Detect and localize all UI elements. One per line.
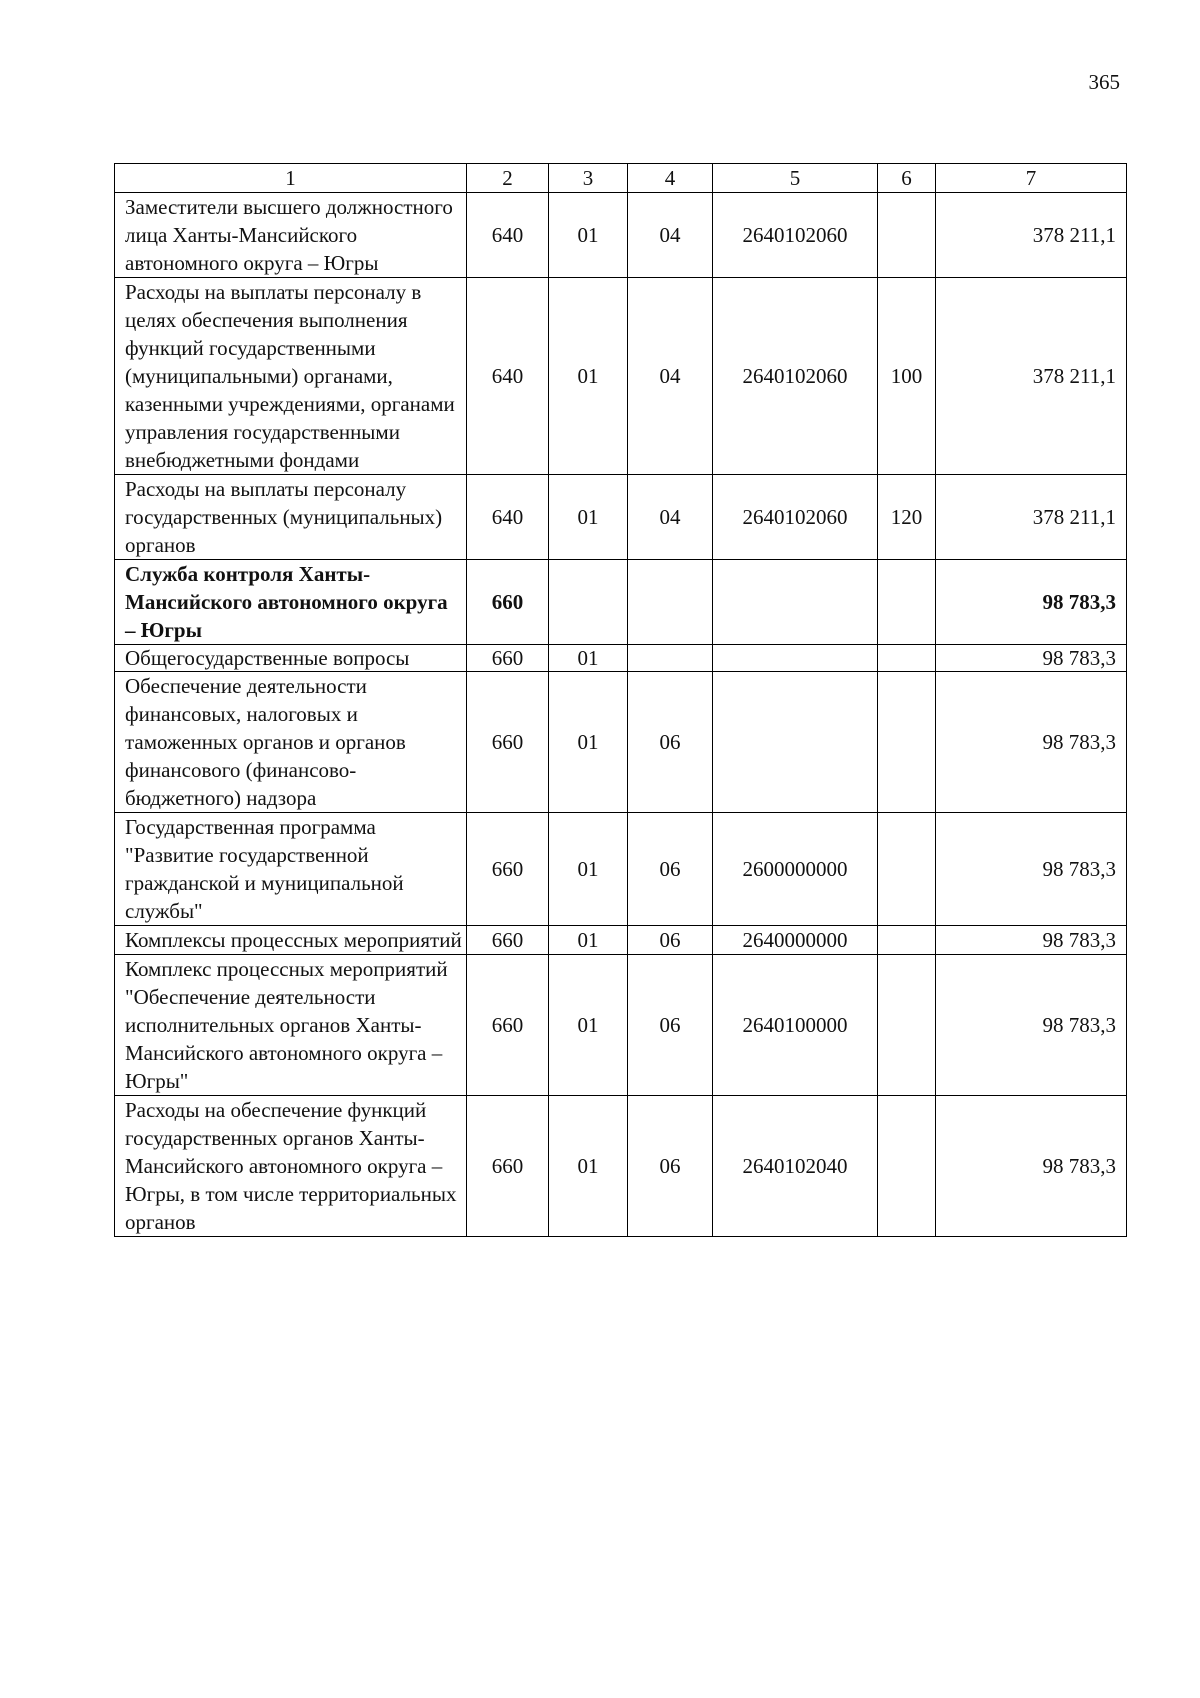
- row-name-cell: Государственная программа "Развитие государственной гражданской и муниципальной службы": [115, 813, 467, 926]
- row-amount-cell: 98 783,3: [936, 1096, 1127, 1237]
- row-code-cell: 660: [467, 813, 549, 926]
- row-subsection-cell: 04: [628, 475, 713, 560]
- table-row: [115, 926, 1127, 955]
- table-body: [115, 164, 1127, 1237]
- header-cell: 6: [878, 164, 936, 193]
- row-expense-type-cell: [878, 193, 936, 278]
- table-row: [115, 672, 1127, 813]
- row-name-cell: Расходы на выплаты персоналу государственных (муниципальных) органов: [115, 475, 467, 560]
- row-subsection-cell: 06: [628, 813, 713, 926]
- row-subsection-cell: [628, 645, 713, 672]
- row-subsection-cell: 06: [628, 955, 713, 1096]
- row-section-cell: 01: [549, 926, 628, 955]
- row-amount-cell: 98 783,3: [936, 560, 1127, 645]
- header-cell: 2: [467, 164, 549, 193]
- row-section-cell: [549, 560, 628, 645]
- row-subsection-cell: 06: [628, 1096, 713, 1237]
- row-name-cell: Заместители высшего должностного лица Ханты-Мансийского автономного округа – Югры: [115, 193, 467, 278]
- row-amount-cell: 378 211,1: [936, 193, 1127, 278]
- row-code-cell: 660: [467, 955, 549, 1096]
- row-name-cell: Общегосударственные вопросы: [115, 645, 467, 672]
- row-target-article-cell: 2640102060: [713, 475, 878, 560]
- row-section-cell: 01: [549, 1096, 628, 1237]
- row-amount-cell: 98 783,3: [936, 813, 1127, 926]
- table-row: [115, 813, 1127, 926]
- row-expense-type-cell: [878, 813, 936, 926]
- page-number: 365: [1088, 70, 1120, 94]
- table-row: [115, 560, 1127, 645]
- row-expense-type-cell: [878, 645, 936, 672]
- row-code-cell: 660: [467, 672, 549, 813]
- row-amount-cell: 378 211,1: [936, 278, 1127, 475]
- row-target-article-cell: 2600000000: [713, 813, 878, 926]
- row-section-cell: 01: [549, 475, 628, 560]
- row-expense-type-cell: [878, 955, 936, 1096]
- budget-table: [114, 163, 1127, 1237]
- table-header-row: [115, 164, 1127, 193]
- header-cell: 1: [115, 164, 467, 193]
- row-section-cell: 01: [549, 672, 628, 813]
- row-name-cell: Комплекс процессных мероприятий "Обеспечение деятельности исполнительных органов Ханты-Мансийского автономного округа – Югры": [115, 955, 467, 1096]
- table-row: [115, 193, 1127, 278]
- header-cell: 4: [628, 164, 713, 193]
- row-code-cell: 660: [467, 645, 549, 672]
- header-cell: 5: [713, 164, 878, 193]
- header-cell: 3: [549, 164, 628, 193]
- row-code-cell: 660: [467, 1096, 549, 1237]
- row-name-cell: Служба контроля Ханты-Мансийского автономного округа – Югры: [115, 560, 467, 645]
- row-amount-cell: 98 783,3: [936, 955, 1127, 1096]
- row-expense-type-cell: [878, 672, 936, 813]
- row-target-article-cell: 2640000000: [713, 926, 878, 955]
- table-row: [115, 278, 1127, 475]
- row-section-cell: 01: [549, 955, 628, 1096]
- row-expense-type-cell: [878, 926, 936, 955]
- row-expense-type-cell: [878, 1096, 936, 1237]
- row-amount-cell: 98 783,3: [936, 926, 1127, 955]
- row-amount-cell: 98 783,3: [936, 672, 1127, 813]
- row-section-cell: 01: [549, 278, 628, 475]
- row-target-article-cell: [713, 560, 878, 645]
- row-section-cell: 01: [549, 813, 628, 926]
- row-section-cell: 01: [549, 193, 628, 278]
- row-name-cell: Комплексы процессных мероприятий: [115, 926, 467, 955]
- row-name-cell: Обеспечение деятельности финансовых, налоговых и таможенных органов и органов финансового (финансово-бюджетного) надзора: [115, 672, 467, 813]
- row-target-article-cell: 2640102060: [713, 193, 878, 278]
- row-expense-type-cell: [878, 560, 936, 645]
- row-subsection-cell: 06: [628, 672, 713, 813]
- row-expense-type-cell: 120: [878, 475, 936, 560]
- row-subsection-cell: 04: [628, 193, 713, 278]
- row-target-article-cell: 2640100000: [713, 955, 878, 1096]
- row-name-cell: Расходы на обеспечение функций государственных органов Ханты-Мансийского автономного округа – Югры, в том числе территориальных органов: [115, 1096, 467, 1237]
- row-subsection-cell: 06: [628, 926, 713, 955]
- table-row: [115, 955, 1127, 1096]
- row-amount-cell: 98 783,3: [936, 645, 1127, 672]
- row-amount-cell: 378 211,1: [936, 475, 1127, 560]
- row-name-cell: Расходы на выплаты персоналу в целях обеспечения выполнения функций государственными (муниципальными) органами, казенными учреждениями, органами управления государственными внебюджетными фондами: [115, 278, 467, 475]
- row-section-cell: 01: [549, 645, 628, 672]
- table-row: [115, 475, 1127, 560]
- row-target-article-cell: [713, 645, 878, 672]
- row-code-cell: 640: [467, 193, 549, 278]
- row-target-article-cell: 2640102060: [713, 278, 878, 475]
- row-expense-type-cell: 100: [878, 278, 936, 475]
- row-subsection-cell: 04: [628, 278, 713, 475]
- row-code-cell: 660: [467, 926, 549, 955]
- table-row: [115, 645, 1127, 672]
- row-target-article-cell: [713, 672, 878, 813]
- table-row: [115, 1096, 1127, 1237]
- row-subsection-cell: [628, 560, 713, 645]
- row-target-article-cell: 2640102040: [713, 1096, 878, 1237]
- row-code-cell: 640: [467, 278, 549, 475]
- header-cell: 7: [936, 164, 1127, 193]
- row-code-cell: 640: [467, 475, 549, 560]
- row-code-cell: 660: [467, 560, 549, 645]
